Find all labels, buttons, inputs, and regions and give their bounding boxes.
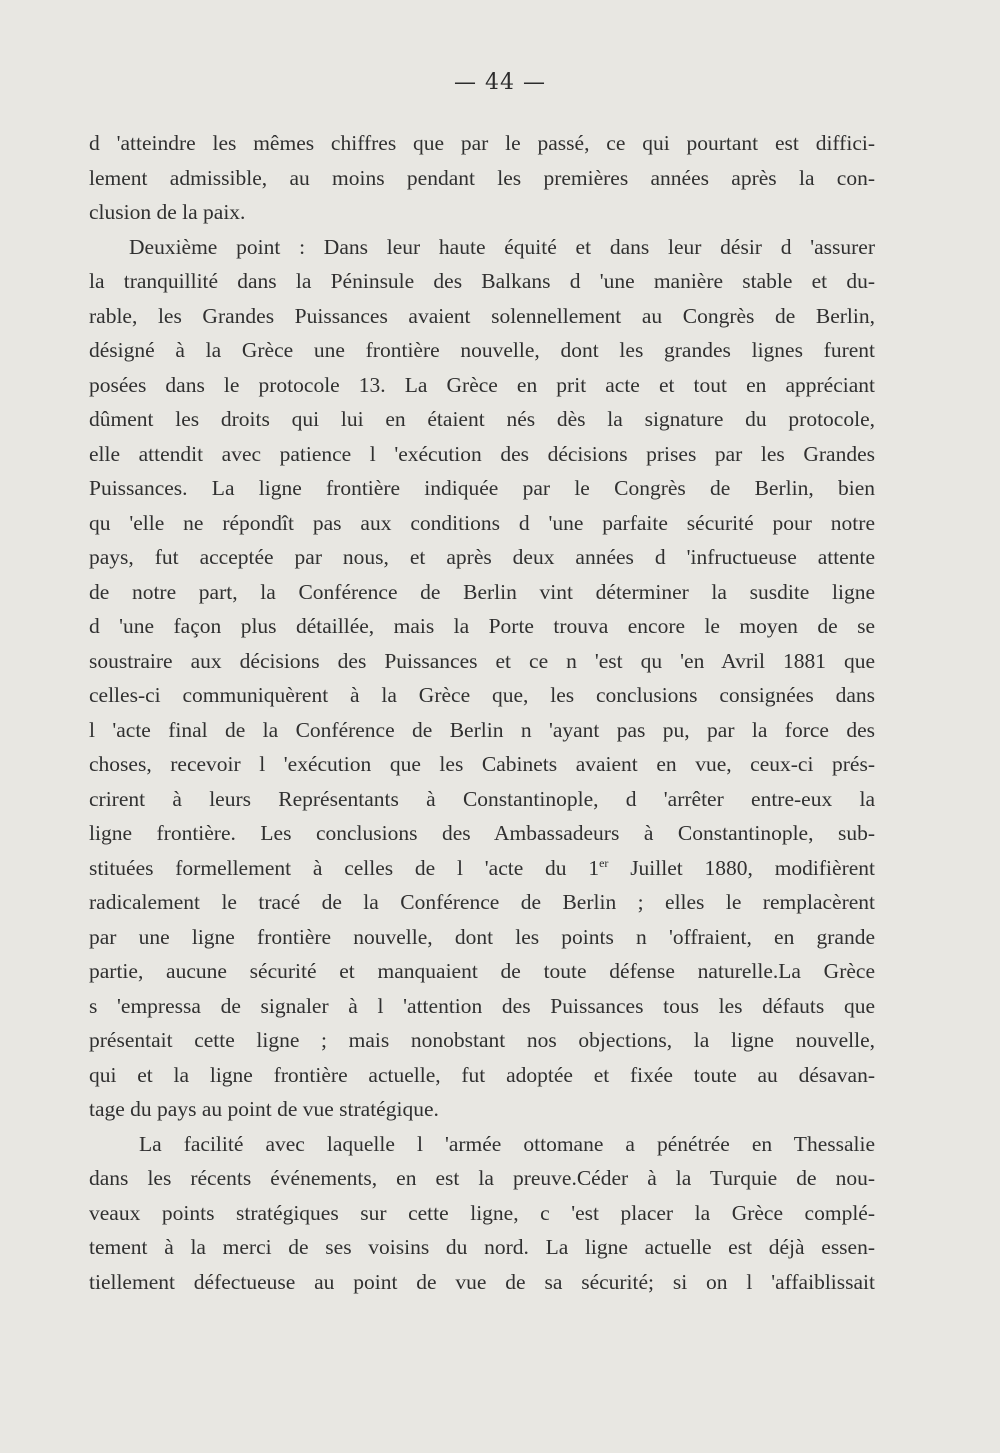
- text-line: d 'une façon plus détaillée, mais la Porte trouva encore le moyen de se: [89, 614, 875, 638]
- text-line: dans les récents événements, en est la preuve.Céder à la Turquie de nou-: [89, 1166, 875, 1190]
- text-line: tage du pays au point de vue stratégique.: [89, 1097, 439, 1121]
- text-line: elle attendit avec patience l 'exécution des décisions prises par les Grandes: [89, 441, 875, 466]
- text-line: la tranquillité dans la Péninsule des Balkans d 'une manière stable et du-: [89, 269, 875, 293]
- paragraph: [89, 126, 875, 230]
- text-line: La facilité avec laquelle l 'armée ottomane a pénétrée en Thessalie: [139, 1131, 875, 1156]
- text-line: s 'empressa de signaler à l 'attention des Puissances tous les défauts que: [89, 993, 875, 1018]
- text-line: Deuxième point : Dans leur haute équité et dans leur désir d 'assurer: [129, 234, 875, 259]
- superscript-er: er: [599, 855, 609, 870]
- text-line: celles-ci communiquèrent à la Grèce que, les conclusions consignées dans: [89, 683, 875, 707]
- text-line: tiellement défectueuse au point de vue de sa sécurité; si on l 'affaiblissait: [89, 1269, 875, 1294]
- page-number: — 44 —: [454, 70, 546, 95]
- paragraph: [89, 1127, 875, 1300]
- text-line: radicalement le tracé de la Conférence de Berlin ; elles le remplacèrent: [89, 890, 875, 914]
- text-line: ligne frontière. Les conclusions des Ambassadeurs à Constantinople, sub-: [89, 821, 875, 845]
- text-line: dûment les droits qui lui en étaient nés dès la signature du protocole,: [89, 407, 875, 431]
- text-line: par une ligne frontière nouvelle, dont les points n 'offraient, en grande: [89, 924, 875, 949]
- text-line: tement à la merci de ses voisins du nord. La ligne actuelle est déjà essen-: [89, 1235, 875, 1259]
- text-line: posées dans le protocole 13. La Grèce en prit acte et tout en appréciant: [89, 372, 875, 397]
- text-line: lement admissible, au moins pendant les premières années après la con-: [89, 165, 875, 190]
- text-line: rable, les Grandes Puissances avaient solennellement au Congrès de Berlin,: [89, 303, 875, 328]
- text-line: qui et la ligne frontière actuelle, fut adoptée et fixée toute au désavan-: [89, 1062, 875, 1087]
- text-line-with-superscript: [89, 851, 875, 886]
- text-line-end: Juillet 1880, modifièrent: [608, 855, 875, 880]
- text-line: de notre part, la Conférence de Berlin vint déterminer la susdite ligne: [89, 579, 875, 604]
- text-line: désigné à la Grèce une frontière nouvelle, dont les grandes lignes furent: [89, 338, 875, 362]
- text-line: partie, aucune sécurité et manquaient de toute défense naturelle.La Grèce: [89, 959, 875, 983]
- text-line: présentait cette ligne ; mais nonobstant nos objections, la ligne nouvelle,: [89, 1028, 875, 1052]
- text-line: pays, fut acceptée par nous, et après deux années d 'infructueuse attente: [89, 545, 875, 569]
- text-line: l 'acte final de la Conférence de Berlin n 'ayant pas pu, par la force des: [89, 717, 875, 742]
- text-line: qu 'elle ne répondît pas aux conditions d 'une parfaite sécurité pour notre: [89, 510, 875, 535]
- text-line: d 'atteindre les mêmes chiffres que par le passé, ce qui pourtant est diffici-: [89, 131, 875, 155]
- text-line: Puissances. La ligne frontière indiquée par le Congrès de Berlin, bien: [89, 476, 875, 500]
- body-text: [89, 126, 875, 1299]
- text-line: soustraire aux décisions des Puissances et ce n 'est qu 'en Avril 1881 que: [89, 648, 875, 673]
- text-line: clusion de la paix.: [89, 200, 246, 224]
- text-line-start: stituées formellement à celles de l 'acte du 1: [89, 855, 600, 880]
- paragraph: [89, 230, 875, 1127]
- text-line: veaux points stratégiques sur cette ligne, c 'est placer la Grèce complé-: [89, 1200, 875, 1225]
- text-line: crirent à leurs Représentants à Constantinople, d 'arrêter entre-eux la: [89, 786, 875, 811]
- text-line: choses, recevoir l 'exécution que les Cabinets avaient en vue, ceux-ci prés-: [89, 752, 875, 776]
